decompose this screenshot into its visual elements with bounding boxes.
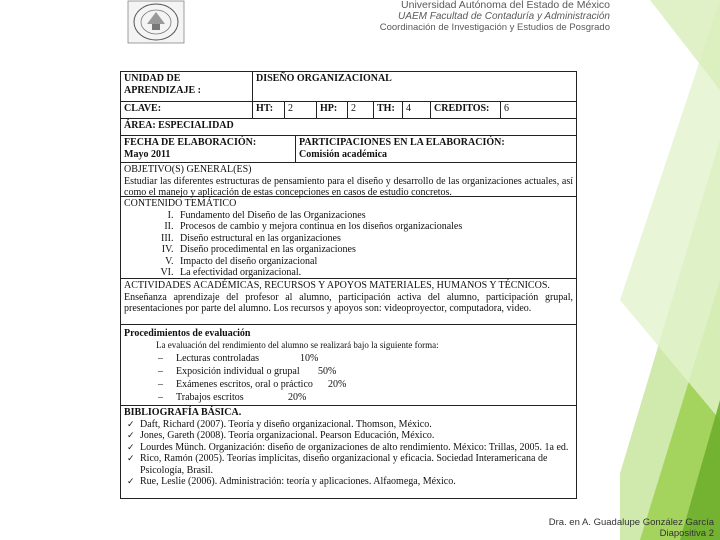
list-item: I. Fundamento del Diseño de las Organizaciones [176, 210, 573, 222]
course-table [120, 71, 577, 499]
activities-title: ACTIVIDADES ACADÉMICAS, RECURSOS Y APOYOS MATERIALES, HUMANOS Y TÉCNICOS. [124, 280, 550, 291]
evaluation-label: Trabajos escritos [176, 392, 244, 403]
credits-label: CREDITOS: [431, 102, 501, 118]
content-title: CONTENIDO TEMÁTICO [124, 198, 237, 209]
list-item [176, 392, 573, 404]
facet-shape [650, 0, 720, 90]
list-item: ✓ Rue, Leslie (2006). Administración: teoría y aplicaciones. Alfaomega, México. [140, 476, 573, 488]
evaluation-title: Procedimientos de evaluación [124, 328, 251, 339]
th-value: 4 [403, 102, 431, 118]
bibliography-list [124, 419, 573, 488]
th-label: TH: [374, 102, 403, 118]
list-item: VI. La efectividad organizacional. [176, 267, 573, 279]
ht-label: HT: [253, 102, 285, 118]
footer-author: Dra. en A. Guadalupe González García [548, 517, 714, 528]
faculty-name: UAEM Facultad de Contaduría y Administración [398, 11, 610, 22]
unit-value: DISEÑO ORGANIZACIONAL [256, 73, 392, 84]
activities-text: Enseñanza aprendizaje del profesor al alumno, participación activa del alumno, participación grupal, presentaciones por parte del alumno. Los recursos y apoyos son: videoproyector, computadora, video. [124, 291, 573, 314]
elaboration-date-cell [121, 136, 296, 162]
evaluation-pct: 50% [318, 366, 337, 377]
area-row: ÁREA: ESPECIALIDAD [121, 119, 576, 136]
list-item: ✓ Daft, Richard (2007). Teoría y diseño organizacional. Thomson, México. [140, 419, 573, 431]
participants-label: PARTICIPACIONES EN LA ELABORACIÓN: [299, 137, 505, 148]
list-item [176, 366, 573, 378]
clave-row [121, 102, 576, 119]
unit-label: UNIDAD DE APRENDIZAJE : [121, 72, 253, 101]
list-item [176, 353, 573, 365]
participants-cell [296, 136, 576, 162]
university-name: Universidad Autónoma del Estado de México [401, 0, 610, 11]
evaluation-pct: 20% [288, 392, 307, 403]
participants-value: Comisión académica [299, 148, 388, 160]
bibliography-row [121, 406, 576, 498]
hp-label: HP: [317, 102, 348, 118]
credits-value: 6 [504, 103, 509, 114]
list-item [176, 379, 573, 391]
coordination-name: Coordinación de Investigación y Estudios de Posgrado [379, 22, 610, 33]
clave-label: CLAVE: [121, 102, 253, 118]
footer-slide-number: Diapositiva 2 [659, 528, 714, 539]
list-item: ✓ Lourdes Münch. Organización: diseño de organizaciones de alto rendimiento. México: Trillas, 2005. 1a ed. [140, 442, 573, 454]
ht-value: 2 [285, 102, 317, 118]
list-item: III. Diseño estructural en las organizaciones [176, 233, 573, 245]
evaluation-intro: La evaluación del rendimiento del alumno se realizará bajo la siguiente forma: [156, 339, 439, 350]
hp-value: 2 [348, 102, 374, 118]
university-seal-icon [127, 0, 185, 44]
list-item: IV. Diseño procedimental en las organizaciones [176, 244, 573, 256]
content-list [124, 210, 573, 279]
content-row [121, 197, 576, 279]
list-item: ✓ Jones, Gareth (2008). Teoría organizacional. Pearson Educación, México. [140, 430, 573, 442]
evaluation-pct: 10% [300, 353, 319, 364]
list-item: V. Impacto del diseño organizacional [176, 256, 573, 268]
objective-text: Estudiar las diferentes estructuras de pensamiento para el diseño y desarrollo de las organizaciones actuales, así como el manejo y aplicación de estas concepciones en casos de estudio concretos. [124, 175, 573, 198]
objective-row [121, 163, 576, 197]
date-label: FECHA DE ELABORACIÓN: [124, 137, 257, 148]
evaluation-list [124, 353, 573, 404]
document-header [380, 0, 610, 33]
bibliography-title: BIBLIOGRAFÍA BÁSICA. [124, 407, 242, 418]
date-value: Mayo 2011 [124, 148, 171, 160]
evaluation-row [121, 325, 576, 406]
evaluation-label: Exámenes escritos, oral o práctico [176, 379, 313, 390]
evaluation-label: Exposición individual o grupal [176, 366, 300, 377]
list-item: ✓ Rico, Ramón (2005). Teorías implícitas, diseño organizacional y eficacia. Sociedad Interamericana de Psicología, Brasil. [140, 453, 573, 476]
evaluation-label: Lecturas controladas [176, 353, 260, 364]
evaluation-pct: 20% [328, 379, 347, 390]
objective-title: OBJETIVO(S) GENERAL(ES) [124, 164, 252, 175]
slide-footer [549, 517, 714, 539]
activities-row [121, 279, 576, 325]
list-item: II. Procesos de cambio y mejora continua en los diseños organizacionales [176, 221, 573, 233]
unit-row [121, 72, 576, 102]
elaboration-row [121, 136, 576, 163]
